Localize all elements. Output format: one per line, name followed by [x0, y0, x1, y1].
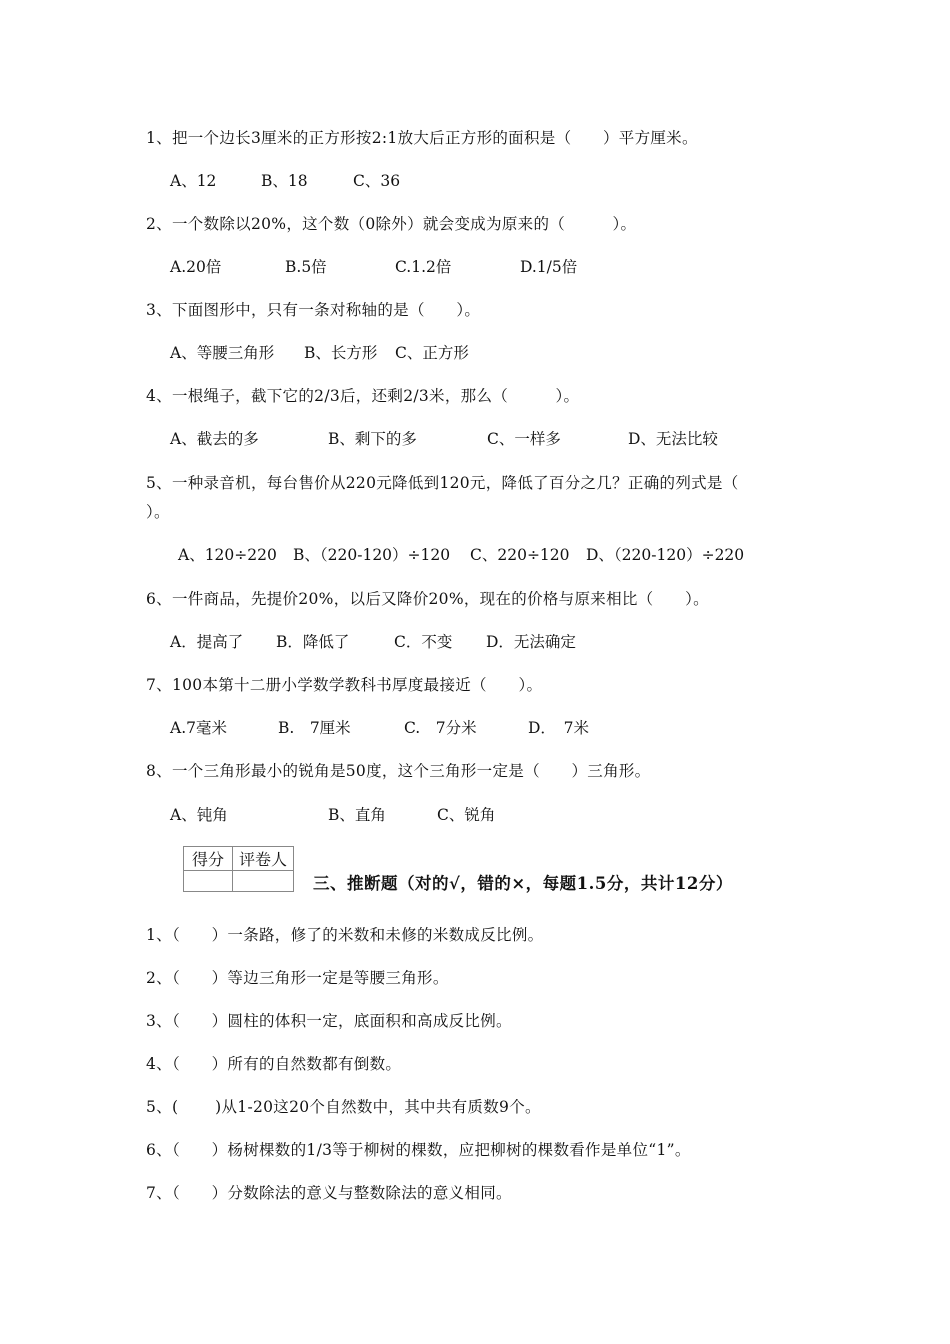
option-a: A、120÷220: [178, 546, 277, 564]
judgment-item-5: 5、( )从1-20这20个自然数中，其中共有质数9个。: [146, 1098, 541, 1116]
option-c: C.1.2倍: [395, 258, 452, 276]
score-cell[interactable]: [184, 871, 233, 892]
judgment-item-1: 1、（ ）一条路，修了的米数和未修的米数成反比例。: [146, 926, 544, 944]
option-b: B、直角: [328, 806, 386, 824]
section-title: 三、推断题（对的√，错的×，每题1.5分，共计12分）: [313, 874, 733, 893]
grader-cell[interactable]: [233, 871, 294, 892]
option-a: A．提高了: [170, 633, 244, 651]
option-c: C、220÷120: [470, 546, 570, 564]
option-d: D、（220-120）÷220: [586, 546, 745, 564]
score-box: [183, 846, 294, 892]
option-b: B.5倍: [285, 258, 327, 276]
option-b: B. 7厘米: [278, 719, 351, 737]
option-c: C、锐角: [437, 806, 496, 824]
question-1-options: [170, 171, 401, 251]
question-1: 1、把一个边长3厘米的正方形按2:1放大后正方形的面积是（ ）平方厘米。: [146, 129, 698, 147]
question-5-continued: ）。: [146, 503, 170, 521]
option-b: B、18: [261, 172, 308, 190]
option-a: A、钝角: [170, 806, 228, 824]
option-a: A.20倍: [170, 258, 222, 276]
option-b: B、长方形: [304, 344, 378, 362]
option-b: B．降低了: [276, 633, 350, 651]
score-header: 得分: [184, 847, 233, 871]
option-b: B、（220-120）÷120: [293, 546, 451, 564]
option-d: D、无法比较: [628, 430, 718, 448]
question-4: 4、一根绳子，截下它的2/3后，还剩2/3米，那么（ ）。: [146, 387, 580, 405]
judgment-item-4: 4、（ ）所有的自然数都有倒数。: [146, 1055, 402, 1073]
question-2: 2、一个数除以20%，这个数（0除外）就会变成为原来的（ ）。: [146, 215, 637, 233]
option-c: C. 7分米: [404, 719, 477, 737]
judgment-item-7: 7、（ ）分数除法的意义与整数除法的意义相同。: [146, 1184, 512, 1202]
option-d: D．无法确定: [486, 633, 576, 651]
judgment-item-2: 2、（ ）等边三角形一定是等腰三角形。: [146, 969, 449, 987]
question-7: 7、100本第十二册小学数学教科书厚度最接近（ ）。: [146, 676, 543, 694]
question-8: 8、一个三角形最小的锐角是50度，这个三角形一定是（ ）三角形。: [146, 762, 651, 780]
question-5: 5、一种录音机，每台售价从220元降低到120元，降低了百分之几？正确的列式是（: [146, 474, 739, 492]
option-d: D． 7米: [528, 719, 590, 737]
option-c: C、一样多: [487, 430, 561, 448]
option-a: A、等腰三角形: [170, 344, 275, 362]
option-c: C、36: [353, 172, 401, 190]
judgment-item-6: 6、（ ）杨树棵数的1/3等于柳树的棵数，应把柳树的棵数看作是单位“1”。: [146, 1141, 691, 1159]
question-3: 3、下面图形中，只有一条对称轴的是（ ）。: [146, 301, 481, 319]
question-6: 6、一件商品，先提价20%，以后又降价20%，现在的价格与原来相比（ ）。: [146, 590, 709, 608]
option-c: C．不变: [394, 633, 453, 651]
judgment-item-3: 3、（ ）圆柱的体积一定，底面积和高成反比例。: [146, 1012, 512, 1030]
option-c: C、正方形: [395, 344, 469, 362]
option-a: A.7毫米: [170, 719, 227, 737]
option-a: A、截去的多: [170, 430, 259, 448]
grader-header: 评卷人: [233, 847, 294, 871]
option-d: D.1/5倍: [520, 258, 578, 276]
option-a: A、12: [170, 172, 217, 190]
option-b: B、剩下的多: [328, 430, 417, 448]
